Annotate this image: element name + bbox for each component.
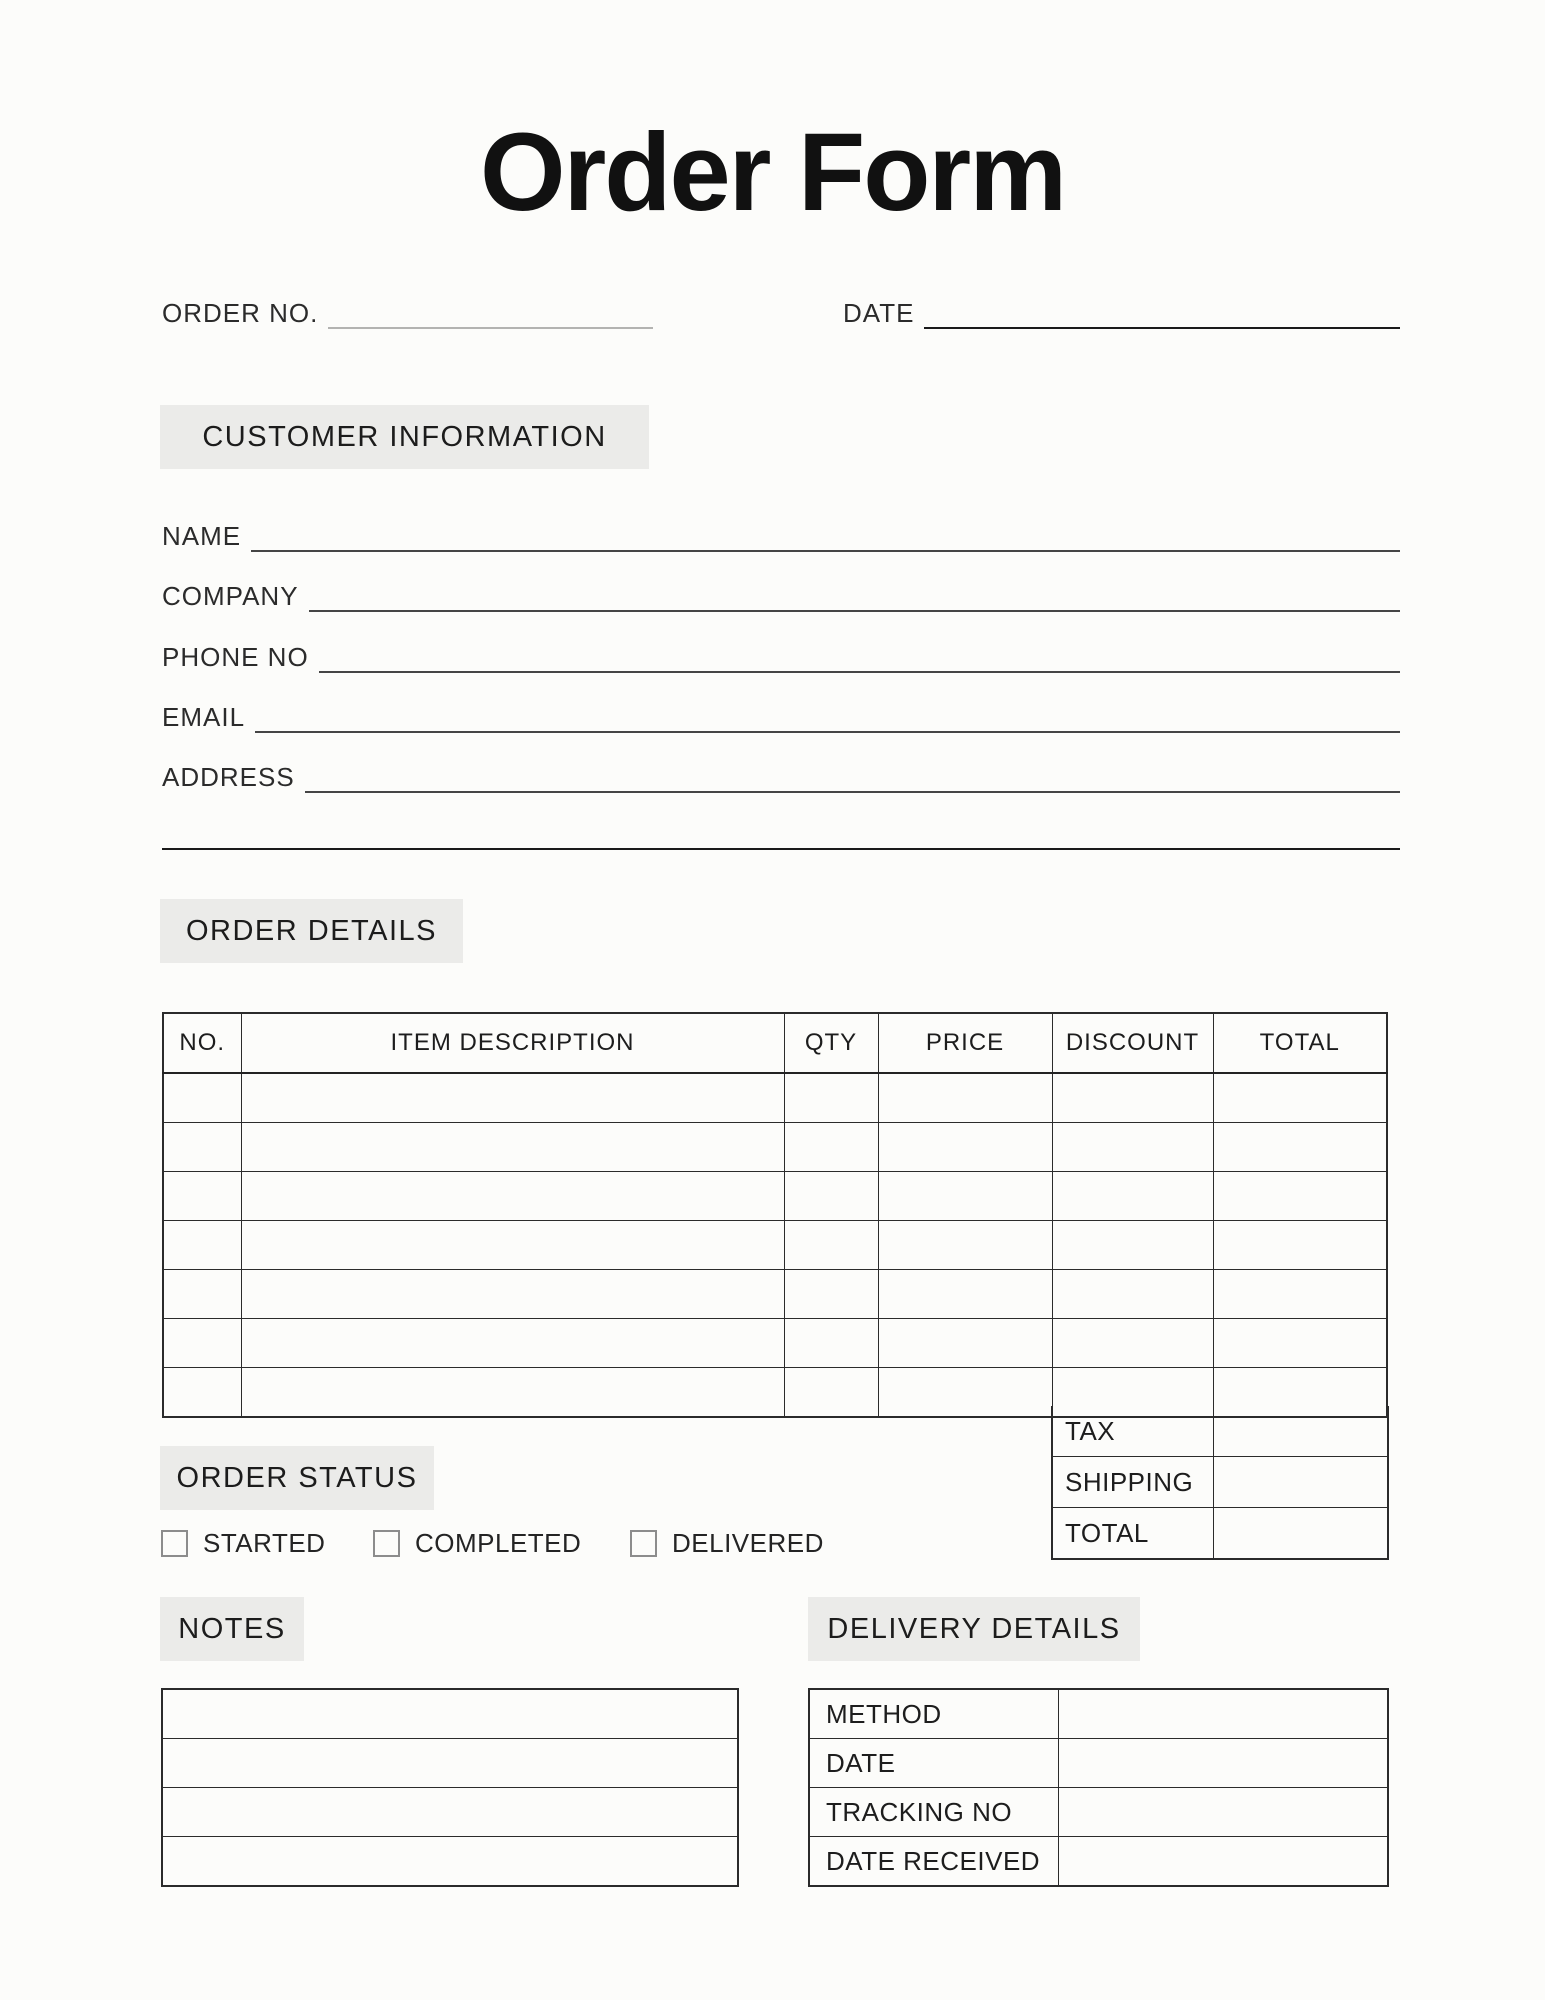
column-header-price: PRICE <box>878 1013 1052 1073</box>
customer-field-name <box>162 508 1400 552</box>
item-cell-qty[interactable] <box>784 1319 878 1368</box>
item-cell-no-[interactable] <box>163 1319 241 1368</box>
status-label-delivered: DELIVERED <box>672 1527 824 1558</box>
item-cell-no-[interactable] <box>163 1270 241 1319</box>
order-no-label: ORDER NO. <box>162 298 319 328</box>
summary-row-total <box>1052 1508 1388 1560</box>
delivery-details-table <box>808 1688 1389 1887</box>
item-cell-discount[interactable] <box>1052 1073 1213 1123</box>
item-cell-qty[interactable] <box>784 1123 878 1172</box>
item-cell-no-[interactable] <box>163 1123 241 1172</box>
item-row <box>163 1172 1387 1221</box>
shipping-label: SHIPPING <box>1052 1457 1213 1508</box>
item-cell-total[interactable] <box>1213 1319 1387 1368</box>
column-header-item-description: ITEM DESCRIPTION <box>241 1013 784 1073</box>
notes-table <box>161 1688 739 1887</box>
item-row <box>163 1123 1387 1172</box>
name-label: NAME <box>162 521 242 551</box>
customer-field-phone-no <box>162 629 1400 673</box>
notes-line-cell[interactable] <box>162 1689 738 1739</box>
status-label-completed: COMPLETED <box>415 1527 582 1558</box>
address-extra-line[interactable] <box>162 848 1400 850</box>
summary-row-tax <box>1052 1406 1388 1457</box>
delivery-row-method <box>809 1689 1388 1739</box>
date-label: DATE <box>843 298 915 328</box>
notes-line-cell[interactable] <box>162 1837 738 1887</box>
email-label: EMAIL <box>162 702 246 732</box>
address-input-line[interactable] <box>305 747 1400 793</box>
address-label: ADDRESS <box>162 762 295 792</box>
checkbox-icon-started[interactable] <box>161 1530 188 1557</box>
item-row <box>163 1221 1387 1270</box>
item-cell-item-description[interactable] <box>241 1368 784 1418</box>
checkbox-icon-completed[interactable] <box>373 1530 400 1557</box>
tracking-no-label: TRACKING NO <box>809 1788 1058 1837</box>
order-summary-table <box>1051 1406 1389 1560</box>
order-items-table <box>162 1012 1388 1418</box>
notes-header: NOTES <box>160 1597 304 1661</box>
phone-no-label: PHONE NO <box>162 642 309 672</box>
delivery-row-date <box>809 1739 1388 1788</box>
item-cell-item-description[interactable] <box>241 1270 784 1319</box>
delivery-row-date-received <box>809 1837 1388 1887</box>
email-input-line[interactable] <box>255 687 1400 733</box>
item-cell-no-[interactable] <box>163 1073 241 1123</box>
notes-row <box>162 1689 738 1739</box>
date-label: DATE <box>809 1739 1058 1788</box>
item-cell-item-description[interactable] <box>241 1172 784 1221</box>
item-cell-total[interactable] <box>1213 1123 1387 1172</box>
item-cell-total[interactable] <box>1213 1172 1387 1221</box>
customer-field-address <box>162 749 1400 793</box>
item-cell-qty[interactable] <box>784 1073 878 1123</box>
column-header-total: TOTAL <box>1213 1013 1387 1073</box>
method-label: METHOD <box>809 1689 1058 1739</box>
delivery-row-tracking-no <box>809 1788 1388 1837</box>
item-row <box>163 1270 1387 1319</box>
item-cell-discount[interactable] <box>1052 1319 1213 1368</box>
delivery-details-header: DELIVERY DETAILS <box>808 1597 1140 1661</box>
date-received-value-cell[interactable] <box>1058 1837 1388 1887</box>
item-cell-price[interactable] <box>878 1221 1052 1270</box>
total-value-cell[interactable] <box>1213 1508 1388 1560</box>
name-input-line[interactable] <box>251 506 1400 552</box>
customer-information-header: CUSTOMER INFORMATION <box>160 405 649 469</box>
item-cell-discount[interactable] <box>1052 1270 1213 1319</box>
column-header-discount: DISCOUNT <box>1052 1013 1213 1073</box>
tax-label: TAX <box>1052 1406 1213 1457</box>
phone-no-input-line[interactable] <box>319 627 1400 673</box>
item-cell-total[interactable] <box>1213 1221 1387 1270</box>
order-no-input-line[interactable] <box>328 283 653 329</box>
item-cell-price[interactable] <box>878 1073 1052 1123</box>
notes-row <box>162 1837 738 1887</box>
item-cell-price[interactable] <box>878 1319 1052 1368</box>
total-label: TOTAL <box>1052 1508 1213 1560</box>
tax-value-cell[interactable] <box>1213 1406 1388 1457</box>
item-cell-price[interactable] <box>878 1368 1052 1418</box>
status-option-completed[interactable] <box>373 1528 581 1558</box>
notes-line-cell[interactable] <box>162 1739 738 1788</box>
column-header-no-: NO. <box>163 1013 241 1073</box>
status-label-started: STARTED <box>203 1527 326 1558</box>
item-cell-no-[interactable] <box>163 1221 241 1270</box>
item-cell-price[interactable] <box>878 1123 1052 1172</box>
item-cell-discount[interactable] <box>1052 1221 1213 1270</box>
item-cell-no-[interactable] <box>163 1368 241 1418</box>
item-cell-price[interactable] <box>878 1270 1052 1319</box>
shipping-value-cell[interactable] <box>1213 1457 1388 1508</box>
method-value-cell[interactable] <box>1058 1689 1388 1739</box>
item-cell-qty[interactable] <box>784 1221 878 1270</box>
status-option-delivered[interactable] <box>630 1528 824 1558</box>
order-no-field <box>162 285 653 329</box>
tracking-no-value-cell[interactable] <box>1058 1788 1388 1837</box>
item-cell-item-description[interactable] <box>241 1073 784 1123</box>
item-cell-discount[interactable] <box>1052 1123 1213 1172</box>
column-header-qty: QTY <box>784 1013 878 1073</box>
item-cell-no-[interactable] <box>163 1172 241 1221</box>
company-input-line[interactable] <box>309 566 1400 612</box>
summary-row-shipping <box>1052 1457 1388 1508</box>
order-details-header: ORDER DETAILS <box>160 899 463 963</box>
item-cell-qty[interactable] <box>784 1368 878 1418</box>
date-input-line[interactable] <box>924 283 1400 329</box>
item-cell-qty[interactable] <box>784 1270 878 1319</box>
notes-row <box>162 1788 738 1837</box>
item-cell-discount[interactable] <box>1052 1172 1213 1221</box>
company-label: COMPANY <box>162 581 299 611</box>
date-value-cell[interactable] <box>1058 1739 1388 1788</box>
notes-line-cell[interactable] <box>162 1788 738 1837</box>
notes-row <box>162 1739 738 1788</box>
item-row <box>163 1319 1387 1368</box>
status-option-started[interactable] <box>161 1528 325 1558</box>
checkbox-icon-delivered[interactable] <box>630 1530 657 1557</box>
item-cell-item-description[interactable] <box>241 1123 784 1172</box>
item-cell-qty[interactable] <box>784 1172 878 1221</box>
customer-field-email <box>162 689 1400 733</box>
item-cell-item-description[interactable] <box>241 1319 784 1368</box>
item-cell-total[interactable] <box>1213 1073 1387 1123</box>
item-cell-total[interactable] <box>1213 1270 1387 1319</box>
page-title: Order Form <box>479 111 1066 234</box>
date-received-label: DATE RECEIVED <box>809 1837 1058 1887</box>
item-row <box>163 1073 1387 1123</box>
order-status-header: ORDER STATUS <box>160 1446 434 1510</box>
item-cell-price[interactable] <box>878 1172 1052 1221</box>
item-cell-item-description[interactable] <box>241 1221 784 1270</box>
date-field <box>843 285 1400 329</box>
customer-field-company <box>162 568 1400 612</box>
